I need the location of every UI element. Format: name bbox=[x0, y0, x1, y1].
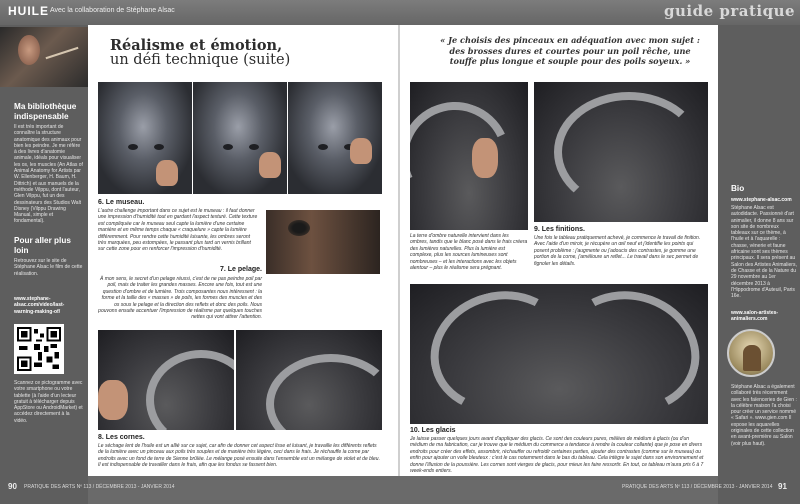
hand bbox=[156, 160, 178, 186]
bio-text: Stéphane Alsac est autodidacte. Passionné d'art animalier, il donne 8 ans sur son site de nombreux tableaux sur ce thème, à l'huile et à l'aquarelle : chasse, vénerie et faune africaine sont ses thèmes principaux. Il sera présent au Salon des Artistes Animaliers, de Chasse et de la Nature du 29 novembre au 1er décembre 2013 à l'Hippodrome d'Auteuil, Paris 16e. bbox=[731, 205, 797, 300]
guide-pratique-label: guide pratique bbox=[664, 2, 796, 20]
artist-portrait bbox=[0, 27, 88, 87]
step6-image-2 bbox=[193, 82, 287, 194]
step9-heading: 9. Les finitions. bbox=[534, 226, 585, 233]
buffalo-eye bbox=[288, 220, 310, 236]
nostril bbox=[154, 144, 164, 150]
collaboration-credit: Avec la collaboration de Stéphane Alsac bbox=[50, 7, 175, 14]
step8-image-1 bbox=[98, 330, 234, 430]
article-subtitle: un défi technique (suite) bbox=[110, 52, 291, 68]
step8-text: Le séchage lent de l'huile est un allié sur ce sujet, car afin de donner cet aspect lisse et luisant, je travaille les différents reflets de la lumière avec un pinceau aux poils très souples et de manière très légère, ceci dans le frais. Je réchauffe la corne par endroits avec un fond de terre de Sienne brûlée. Le mélange posé ensuite dans l'ensemble est un mélange de violet et de bleu. Il est indispensable de travailler dans le frais, afin que les fondus se fassent bien. bbox=[98, 443, 380, 469]
step10-heading: 10. Les glacis bbox=[410, 427, 456, 434]
library-heading: Ma bibliothèque indispensable bbox=[14, 102, 77, 121]
step7-image bbox=[266, 210, 380, 274]
final-painting bbox=[410, 284, 708, 424]
article-title: Réalisme et émotion, bbox=[110, 37, 283, 54]
gien-text: Stéphane Alsac a également collaboré très récemment avec les faïenceries de Gien : la célèbre maison l'a choisi pour créer un service nommé « Safari ». www.gien.com Il expose les aquarelles originales de cette collection en avant-première au Salon (voir plus haut). bbox=[731, 384, 797, 447]
page-gutter bbox=[398, 25, 400, 476]
step6-heading: 6. Le museau. bbox=[98, 199, 145, 206]
portrait-face bbox=[18, 35, 40, 65]
hand bbox=[472, 138, 498, 178]
horn bbox=[547, 284, 708, 424]
step-brush-image bbox=[410, 82, 528, 230]
hand bbox=[98, 380, 128, 420]
further-text: Retrouvez sur le site de Stéphane Alsac le film de cette réalisation. bbox=[14, 258, 83, 277]
footer-left: PRATIQUE DES ARTS Nº 113 / DÉCEMBRE 2013 - JANVIER 2014 bbox=[24, 484, 175, 490]
nostril bbox=[318, 144, 328, 150]
horn bbox=[410, 87, 525, 228]
step7-heading: 7. Le pelage. bbox=[219, 266, 262, 273]
horn bbox=[554, 92, 704, 212]
step6-image-3 bbox=[288, 82, 382, 194]
bio-url[interactable]: www.stephane-alsac.com bbox=[731, 197, 792, 203]
step9-image bbox=[534, 82, 708, 222]
step8-image-2 bbox=[236, 330, 382, 430]
video-link[interactable]: www.stephane-alsac.com/video/last-warning-making-of/ bbox=[14, 296, 65, 315]
library-text: Il est très important de connaître la structure anatomique des animaux pour bien les peindre. Je me réfère à des livres d'anatomie animale, idéals pour visualiser les os, les muscles (An Atlas of Animal Anatomy for Artists par W. Ellenberger, H. Baum, H. Dittrich) et aux manuels de la méthode Vilppu, dont l'auteur, Glen Vilppu, fut un des dessinateurs des Studios Walt Disney (Vilppu Drawing Manual, simple et fondamental). bbox=[14, 124, 83, 225]
pull-quote: « Je choisis des pinceaux en adéquation avec mon sujet : des brosses dures et courtes pour un poil rêche, une touffe plus longue et souple pour des poils soyeux. » bbox=[440, 35, 700, 66]
medal-figure bbox=[743, 345, 761, 371]
horn bbox=[146, 350, 234, 430]
step7-text: À mon sens, le secret d'un pelage réussi, c'est de ne pas peindre poil par poil, mais de traiter les grandes masses. Encore une fois, tout est une question d'ombre et de lumière. Trois composantes nous intéressent : la forme et la taille des « masses » de poils, les formes des muscles et des os sous le pelage et la direction des reflets et donc des poils. Nous pouvons ensuite accentuer l'impression de réalisme par quelques touches nettes qui vont attirer l'attention. bbox=[98, 276, 262, 321]
qr-instructions: Scannez ce pictogramme avec votre smartphone ou votre tablette (à l'aide d'un lecteur gratuit à télécharger depuis AppStore ou AndroidMarket) et accédez directement à la vidéo. bbox=[14, 380, 83, 424]
footer-right: PRATIQUE DES ARTS Nº 113 / DÉCEMBRE 2013 - JANVIER 2014 bbox=[622, 484, 773, 490]
step9-text: Une fois le tableau pratiquement achevé, je commence le travail de finition. Avec l'aide d'un miroir, je récupère un œil neuf et j'identifie les points qui posent problème : j'augmente ou j'adoucis des contrastes, je gomme une portion de la corne, j'amélioure un reflet... Le travail dans le sec permet de fignoler les détails. bbox=[534, 235, 701, 267]
salon-url[interactable]: www.salon-artistes-animaliers.com bbox=[731, 310, 779, 323]
page-number-left: 90 bbox=[8, 482, 17, 491]
page-number-right: 91 bbox=[778, 482, 787, 491]
nostril bbox=[128, 144, 138, 150]
portrait-brush bbox=[46, 47, 79, 59]
horn bbox=[417, 284, 583, 424]
further-heading: Pour aller plus loin bbox=[14, 236, 71, 255]
nostril bbox=[223, 144, 233, 150]
hand bbox=[259, 152, 281, 178]
mid-text: La terre d'ombre naturelle intervient dans les ombres, tandis que le blanc posé dans le frais créera des lumières naturelles. Plus la lumière est complexe, plus les sources lumineuses sont nombreuses – et les interactions avec les objets alentour – plus le réalisme sera prégnant. bbox=[410, 233, 528, 272]
horn bbox=[266, 354, 382, 430]
bio-heading: Bio bbox=[731, 184, 745, 193]
nostril bbox=[249, 144, 259, 150]
step6-image-1 bbox=[98, 82, 192, 194]
step8-heading: 8. Les cornes. bbox=[98, 434, 145, 441]
section-label: HUILE bbox=[8, 4, 49, 18]
step10-text: Je laisse passer quelques jours avant d'appliquer des glacis. Ce sont des couleurs pures, mêlées de médium à glacis (ou d'un médium de ma fabrication, car je trouve que le médium du commerce a tendance à rendre la couleur collante) que je pose en divers endroits pour créer des effets, assombrir, réchauffer ou refroidir certaines parties, ajouter des contrastes (comme sur le museau) ou enfin pour ajouter un voile bleuteux : c'est le cas notamment dans le bas du tableau. Cela intègre le sujet dans son environnement et donne l'illusion de la poussière. Les cornes sont vierges de glacis, pour mieux les faire ressortir. En tout, ce tableau m'aura pris 6 à 7 week-ends entiers. bbox=[410, 436, 704, 475]
qr-code-icon[interactable] bbox=[14, 324, 64, 374]
hand bbox=[350, 138, 372, 164]
step6-text: L'autre challenge important dans ce sujet est le museau : il faut donner une impression d'humidité tout en gardant l'aspect texturé. Cette texture est compliquée car le museau seul capte la lumière d'une certaine manière et en même temps chaque « craquelure » capte la lumière différemment. Pour rendre cette humidité luisante, les ombres seront très marquées, peu estompées, le passant plus tard un vernis brillant sur cette zone pour en renforcer l'impression d'humidité. bbox=[98, 208, 258, 253]
medal-icon bbox=[727, 329, 775, 377]
